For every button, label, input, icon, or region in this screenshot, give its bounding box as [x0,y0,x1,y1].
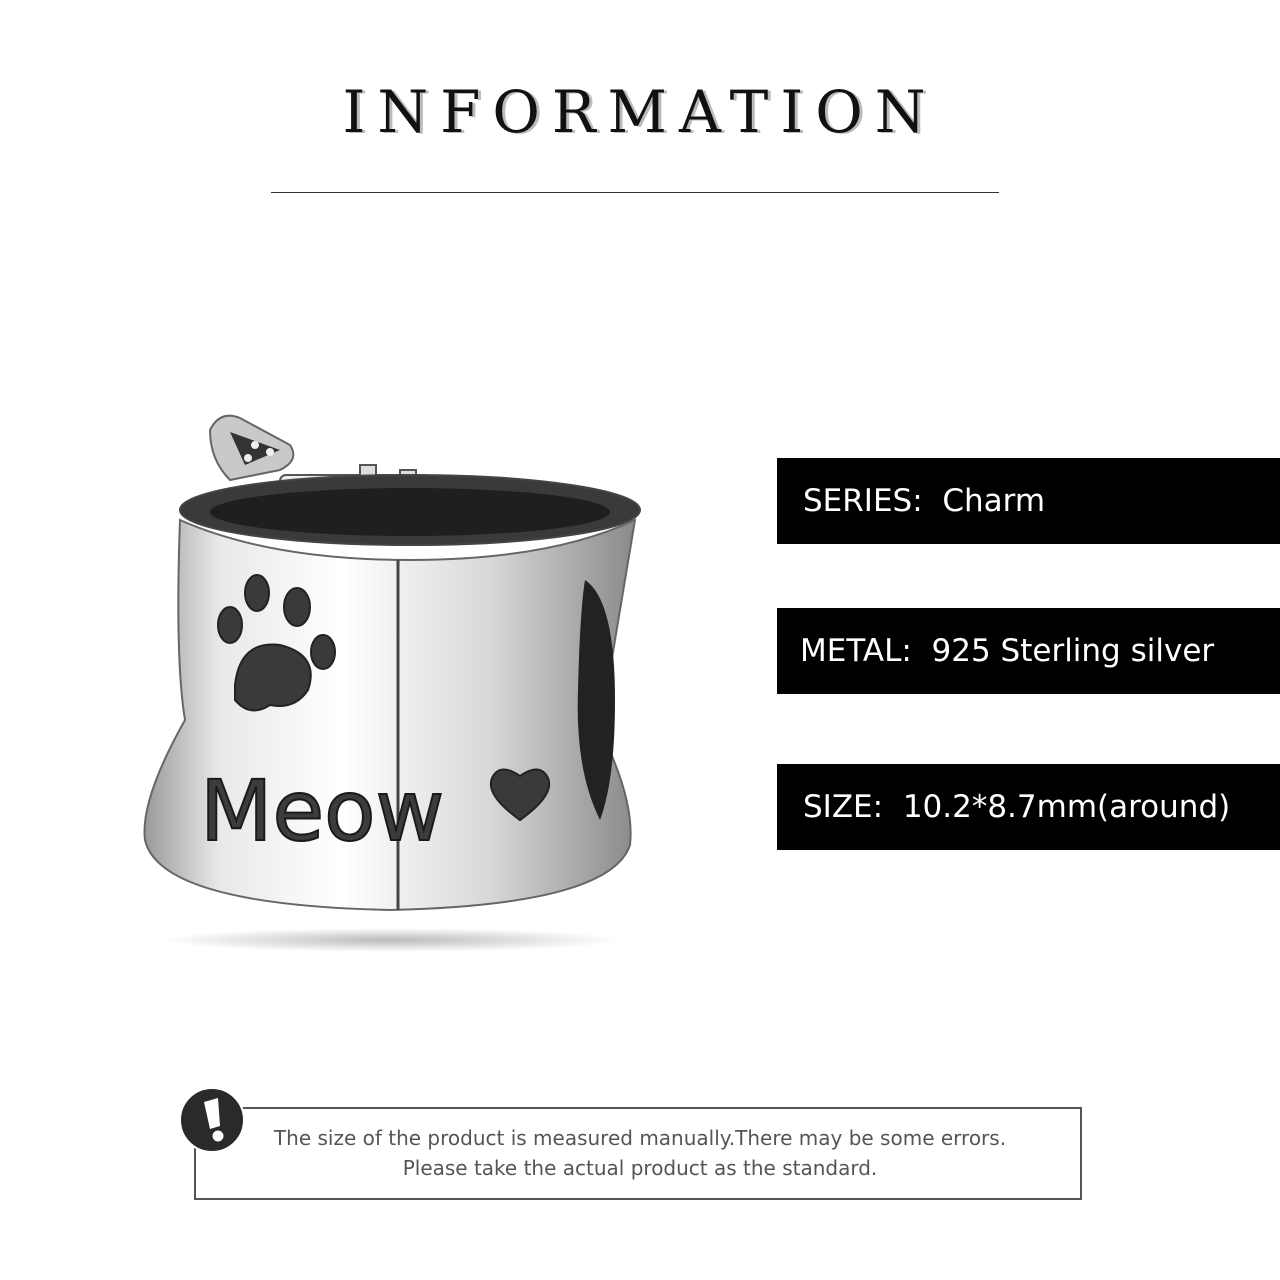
engraving-text: Meow [200,762,445,860]
spec-size [777,764,1280,850]
spec-series [777,458,1280,544]
spec-metal-label: METAL: [800,633,912,669]
notice-line-1: The size of the product is measured manually.There may be some errors. [273,1126,1007,1150]
spec-size-label: SIZE: [803,789,884,825]
spec-metal-value: 925 Sterling silver [931,633,1215,669]
spec-series-value: Charm [942,483,1046,519]
spec-metal [777,608,1280,694]
title-divider [271,192,999,193]
page-title: INFORMATION [342,78,938,146]
notice-line-2: Please take the actual product as the standard. [402,1156,878,1180]
notice-box [194,1107,1082,1200]
spec-series-label: SERIES: [803,483,923,519]
product-image [130,400,650,960]
spec-size-value: 10.2*8.7mm(around) [902,789,1231,825]
